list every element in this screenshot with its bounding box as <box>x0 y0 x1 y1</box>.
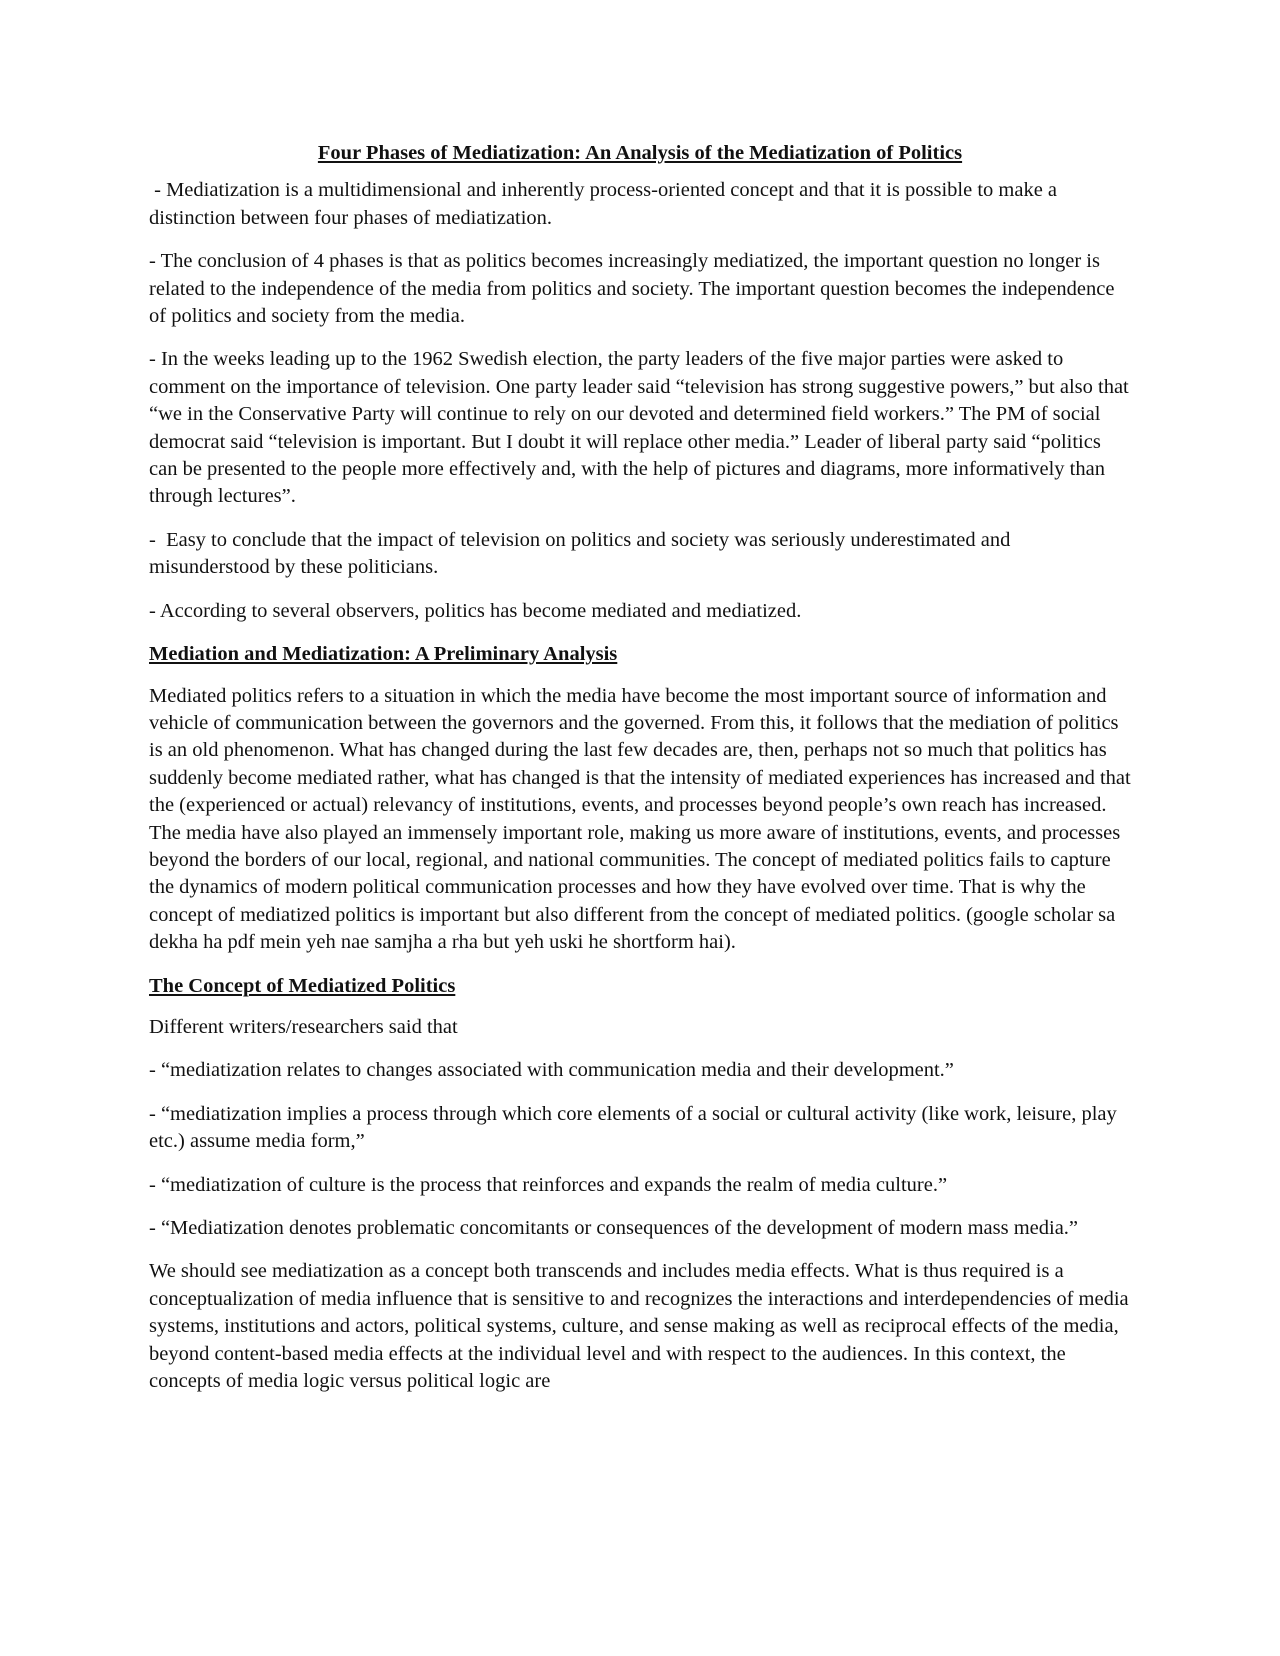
section-heading-mediatized-politics: The Concept of Mediatized Politics <box>149 974 456 997</box>
section-lead: Different writers/researchers said that <box>149 1015 458 1038</box>
section-closing-paragraph: We should see mediatization as a concept both transcends and includes media effects. What is thus required is a conceptualization of media influence that is sensitive to and recognizes the interactions and interdependencies of media systems, institutions and actors, political systems, culture, and sense making as well as reciprocal effects of the media, beyond content-based media effects at the individual level and with respect to the audiences. In this context, the concepts of media logic versus political logic are <box>149 1260 1129 1393</box>
document-page <box>149 140 1131 1411</box>
intro-point: - Mediatization is a multidimensional and inherently process-oriented concept and that it is possible to make a distinction between four phases of mediatization. <box>149 179 1063 229</box>
quote-item: - “mediatization relates to changes associated with communication media and their development.” <box>149 1059 954 1082</box>
intro-point: - The conclusion of 4 phases is that as politics becomes increasingly mediatized, the important question no longer is related to the independence of the media from politics and society. The important question becomes the independence of politics and society from the media. <box>149 250 1115 328</box>
intro-point: - In the weeks leading up to the 1962 Swedish election, the party leaders of the five major parties were asked to comment on the importance of television. One party leader said “television has strong suggestive powers,” but also that “we in the Conservative Party will continue to rely on our devoted and determined field workers.” The PM of social democrat said “television is important. But I doubt it will replace other media.” Leader of liberal party said “politics can be presented to the people more effectively and, with the help of pictures and diagrams, more informatively than through lectures”. <box>149 348 1129 508</box>
intro-point: - Easy to conclude that the impact of television on politics and society was seriously underestimated and misunderstood by these politicians. <box>149 528 1016 579</box>
section-paragraph-mediation: Mediated politics refers to a situation in which the media have become the most important source of information and vehicle of communication between the governors and the governed. From this, it follows that the mediation of politics is an old phenomenon. What has changed during the last few decades are, then, perhaps not so much that politics has suddenly become mediated rather, what has changed is that the intensity of mediated experiences has increased and that the (experienced or actual) relevancy of institutions, events, and processes beyond people’s own reach has increased. The media have also played an immensely important role, making us more aware of institutions, events, and processes beyond the borders of our local, regional, and national communities. The concept of mediated politics fails to capture the dynamics of modern political communication processes and how they have evolved over time. That is why the concept of mediatized politics is important but also different from the concept of mediated politics. (google scholar sa dekha ha pdf mein yeh nae samjha a rha but yeh uski he shortform hai). <box>149 684 1131 954</box>
section-heading-mediation: Mediation and Mediatization: A Preliminary Analysis <box>149 643 618 666</box>
intro-point: - According to several observers, politics has become mediated and mediatized. <box>149 599 802 622</box>
document-title: Four Phases of Mediatization: An Analysis of the Mediatization of Politics <box>317 142 963 164</box>
quote-item: - “mediatization of culture is the process that reinforces and expands the realm of media culture.” <box>149 1173 948 1196</box>
quote-item: - “Mediatization denotes problematic concomitants or consequences of the development of modern mass media.” <box>149 1217 1079 1239</box>
quote-item: - “mediatization implies a process through which core elements of a social or cultural activity (like work, leisure, play etc.) assume media form,” <box>149 1102 1117 1153</box>
